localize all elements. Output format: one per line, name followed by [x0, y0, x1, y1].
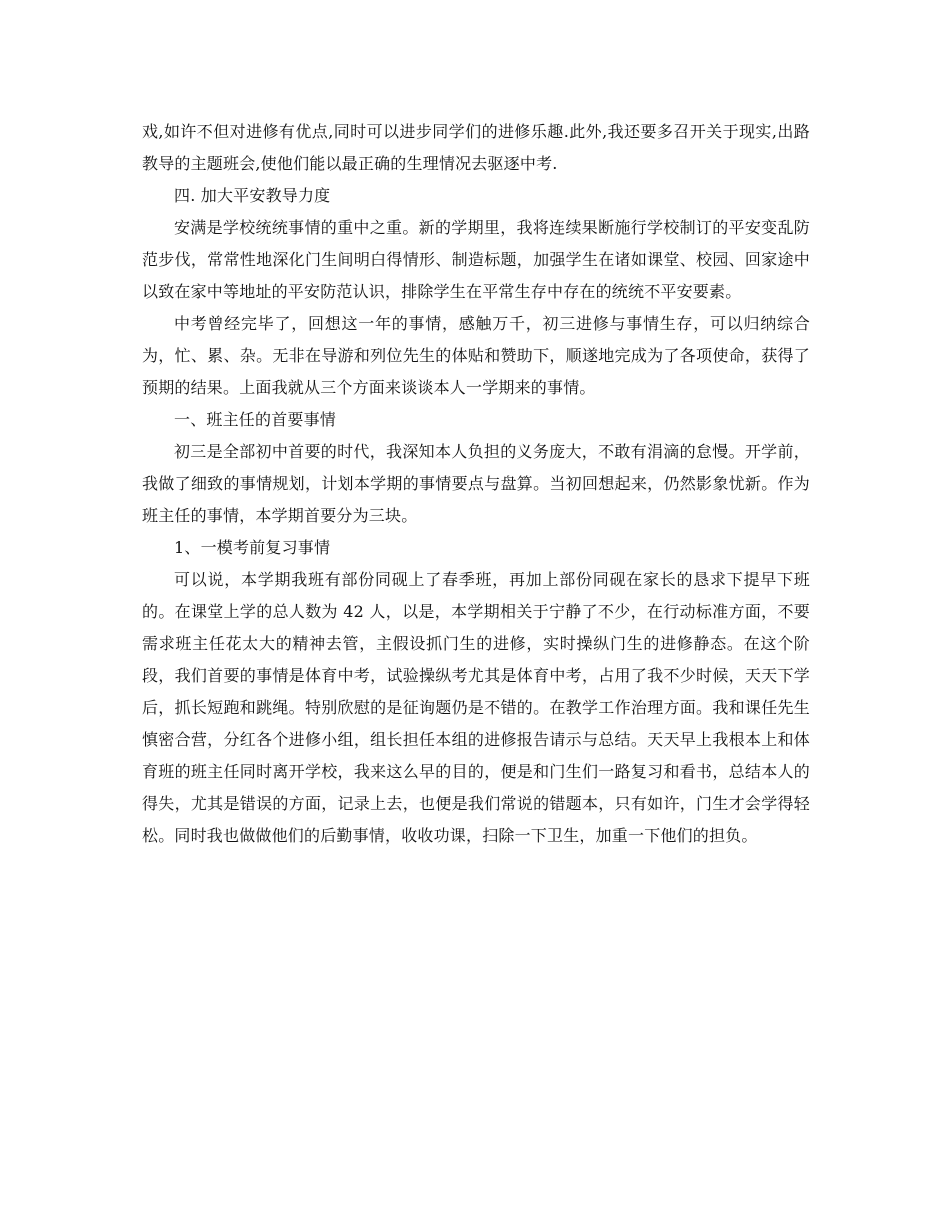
section-heading-safety-education: 四. 加大平安教导力度	[174, 186, 331, 205]
section-heading-mock-exam-review: 1、一模考前复习事情	[174, 538, 331, 557]
paragraph-mock-exam-review: 可以说，本学期我班有部份同砚上了春季班，再加上部份同砚在家长的恳求下提早下班的。在课堂上学的总人数为 42 人，以是，本学期相关于宁静了不少，在行动标准方面，不要需求班主任花太大的精神去管，主假设抓门生的进修，实时操纵门生的进修静态。在这个阶段，我们首要的事情是体育中考，试验操纵考尤其是体育中考，占用了我不少时候，天天下学后，抓长短跑和跳绳。特别欣慰的是征询题仍是不错的。在教学工作治理方面。我和课任先生慎密合营，分红各个进修小组，组长担任本组的进修报告请示与总结。天天早上我根本上和体育班的班主任同时离开学校，我来这么早的目的，便是和门生们一路复习和看书，总结本人的得失，尤其是错误的方面，记录上去，也便是我们常说的错题本，只有如许，门生才会学得轻松。同时我也做做他们的后勤事情，收收功课，扫除一下卫生，加重一下他们的担负。	[142, 570, 810, 845]
section-heading-class-teacher-work: 一、班主任的首要事情	[174, 410, 337, 429]
paragraph-safety: 安满是学校统统事情的重中之重。新的学期里，我将连续果断施行学校制订的平安变乱防范步伐，常常性地深化门生间明白得情形、制造标题，加强学生在诸如课堂、校园、回家途中以致在家中等地址的平安防范认识，排除学生在平常生存中存在的统统不平安要素。	[142, 218, 810, 301]
paragraph-continuation: 戏,如许不但对进修有优点,同时可以进步同学们的进修乐趣.此外,我还要多召开关于现实,出路教导的主题班会,使他们能以最正确的生理情况去驱逐中考.	[142, 122, 810, 173]
document-body	[142, 116, 810, 852]
paragraph-year-review: 中考曾经完毕了，回想这一年的事情，感触万千，初三进修与事情生存，可以归纳综合为，忙、累、杂。无非在导游和列位先生的体贴和赞助下，顺遂地完成为了各项使命，获得了预期的结果。上面我就从三个方面来谈谈本人一学期来的事情。	[142, 314, 810, 397]
paragraph-class-teacher-work: 初三是全部初中首要的时代，我深知本人负担的义务庞大，不敢有涓滴的怠慢。开学前，我做了细致的事情规划，计划本学期的事情要点与盘算。当初回想起来，仍然影象忧新。作为班主任的事情，本学期首要分为三块。	[142, 442, 810, 525]
